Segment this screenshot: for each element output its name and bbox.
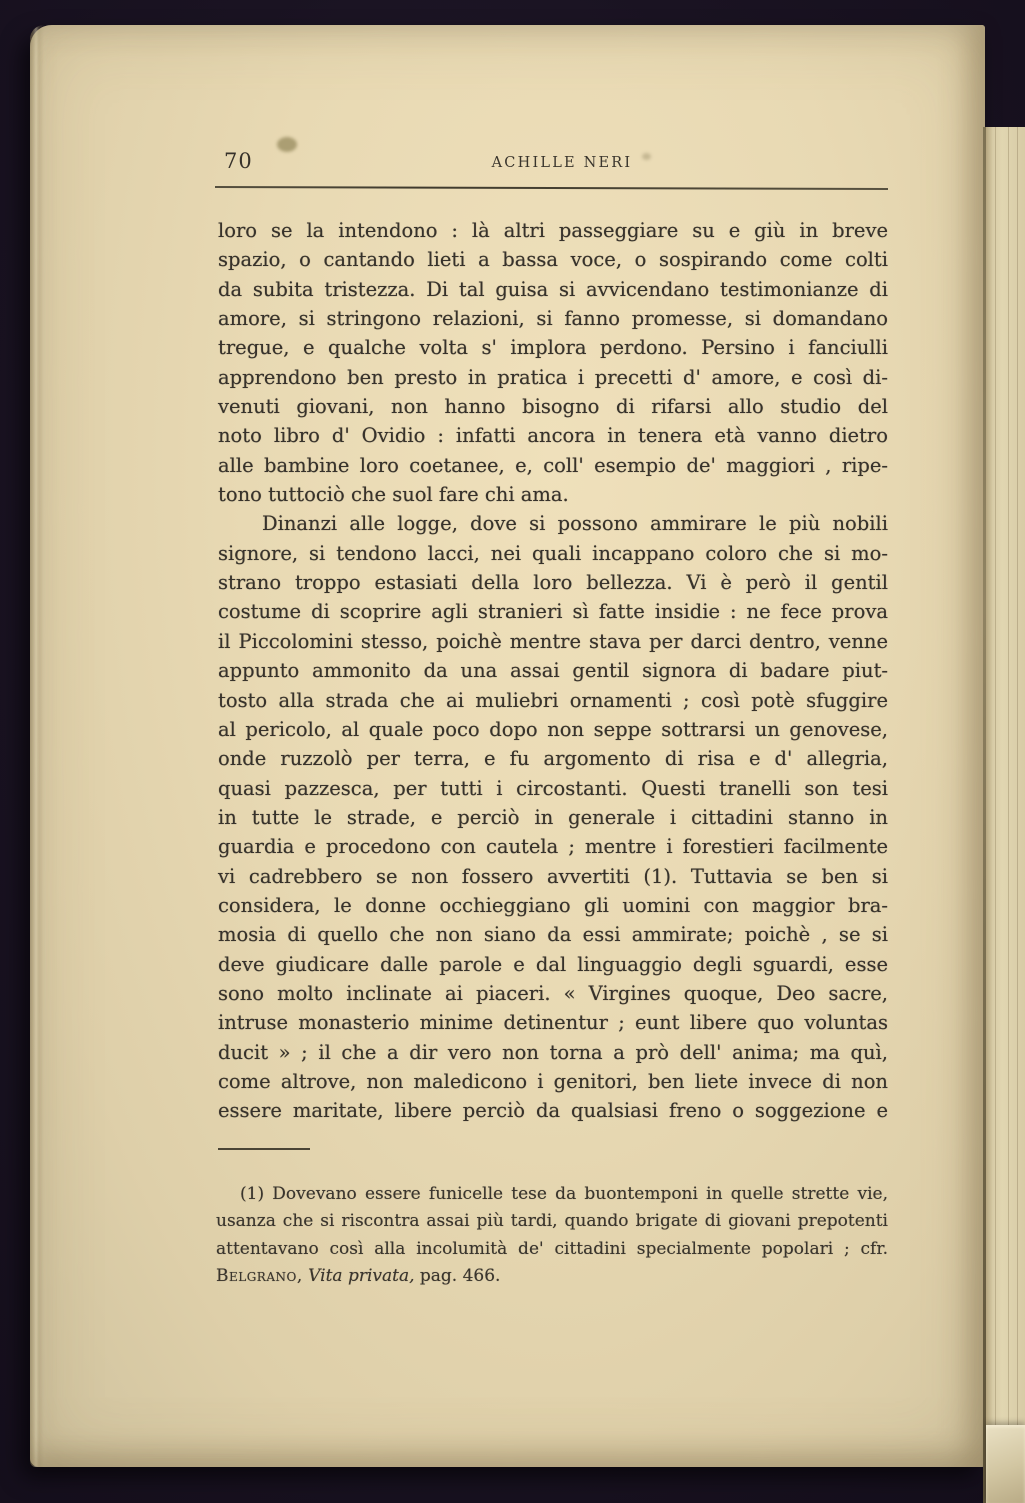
body-text: [218, 216, 888, 1126]
text-line: intruse monasterio minime detinentur ; eunt libere quo voluntas: [218, 1011, 888, 1035]
text-line: onde ruzzolò per terra, e fu argomento di risa e d' allegria,: [218, 747, 888, 771]
running-title: ACHILLE NERI: [491, 155, 633, 171]
text-line: venuti giovani, non hanno bisogno di rifarsi allo studio del: [218, 395, 888, 419]
citation-pages: pag. 466.: [414, 1266, 501, 1287]
text-line: come altrove, non maledicono i genitori, ben liete invece di non: [218, 1069, 888, 1093]
text-line: tono tuttociò che suol fare chi ama.: [218, 483, 569, 507]
next-page-strip: [986, 127, 1025, 1503]
page-edge-streak: [1008, 127, 1009, 1503]
citation-title: Vita privata,: [302, 1266, 415, 1287]
footnote: [216, 1181, 888, 1291]
text-line: spazio, o cantando lieti a bassa voce, o sospirando come colti: [218, 248, 888, 272]
text-line: da subita tristezza. Di tal guisa si avvicendano testimonianze di: [218, 277, 888, 301]
page-edge-streak: [995, 127, 996, 1503]
page-left-fore-edge: [30, 25, 44, 1467]
book-page: [30, 25, 985, 1467]
text-line: deve giudicare dalle parole e dal linguaggio degli sguardi, esse: [218, 952, 888, 976]
footnote-line: usanza che si riscontra assai più tardi, quando brigate di giovani prepotenti: [216, 1211, 888, 1232]
citation-author: Belgrano,: [216, 1266, 303, 1287]
text-line: loro se la intendono : là altri passeggiare su e giù in breve: [218, 219, 888, 242]
text-line: signore, si tendono lacci, nei quali incappano coloro che si mo-: [218, 541, 888, 565]
text-line: alle bambine loro coetanee, e, coll' esempio de' maggiori , ripe-: [218, 453, 888, 477]
text-line: il Piccolomini stesso, poichè mentre stava per darci dentro, venne: [218, 629, 888, 653]
page-stack-bottom-edge: [986, 1425, 1025, 1503]
text-line: ducit » ; il che a dir vero non torna a prò dell' anima; ma quì,: [218, 1040, 888, 1064]
text-line: sono molto inclinate ai piaceri. « Virgines quoque, Deo sacre,: [218, 981, 888, 1005]
text-line: apprendono ben presto in pratica i precetti d' amore, e così di-: [218, 365, 888, 389]
text-line: costume di scoprire agli stranieri sì fatte insidie : ne fece prova: [218, 600, 888, 624]
page-number: 70: [224, 149, 253, 173]
text-line: quasi pazzesca, per tutti i circostanti. Questi tranelli son tesi: [218, 776, 888, 800]
text-line: appunto ammonito da una assai gentil signora di badare piut-: [218, 659, 888, 683]
page-edge-streak: [1017, 127, 1018, 1503]
footnote-line: (1) Dovevano essere funicelle tese da buontemponi in quelle strette vie,: [240, 1184, 888, 1204]
footnote-citation: [216, 1263, 888, 1290]
text-line: strano troppo estasiati della loro bellezza. Vi è però il gentil: [218, 571, 888, 595]
text-line: noto libro d' Ovidio : infatti ancora in tenera età vanno dietro: [218, 424, 888, 448]
text-line: Dinanzi alle logge, dove si possono ammirare le più nobili: [262, 512, 888, 536]
page-header: [218, 145, 888, 189]
text-line: amore, si stringono relazioni, si fanno promesse, si domandano: [218, 307, 888, 331]
text-line: guardia e procedono con cautela ; mentre i forestieri facilmente: [218, 835, 888, 859]
text-line: tregue, e qualche volta s' implora perdono. Persino i fanciulli: [218, 336, 888, 360]
footnote-rule: [218, 1148, 310, 1150]
text-line: considera, le donne occhieggiano gli uomini con maggior bra-: [218, 893, 888, 917]
text-line: essere maritate, libere perciò da qualsiasi freno o soggezione e: [218, 1099, 888, 1123]
text-line: al pericolo, al quale poco dopo non seppe sottrarsi un genovese,: [218, 717, 888, 741]
text-line: in tutte le strade, e perciò in generale i cittadini stanno in: [218, 805, 888, 829]
text-line: tosto alla strada che ai muliebri ornamenti ; così potè sfuggire: [218, 688, 888, 712]
text-line: mosia di quello che non siano da essi ammirate; poichè , se si: [218, 923, 888, 947]
text-line: vi cadrebbero se non fossero avvertiti (1). Tuttavia se ben si: [218, 864, 888, 888]
footnote-line: attentavano così alla incolumità de' cittadini specialmente popolari ; cfr.: [216, 1238, 888, 1259]
